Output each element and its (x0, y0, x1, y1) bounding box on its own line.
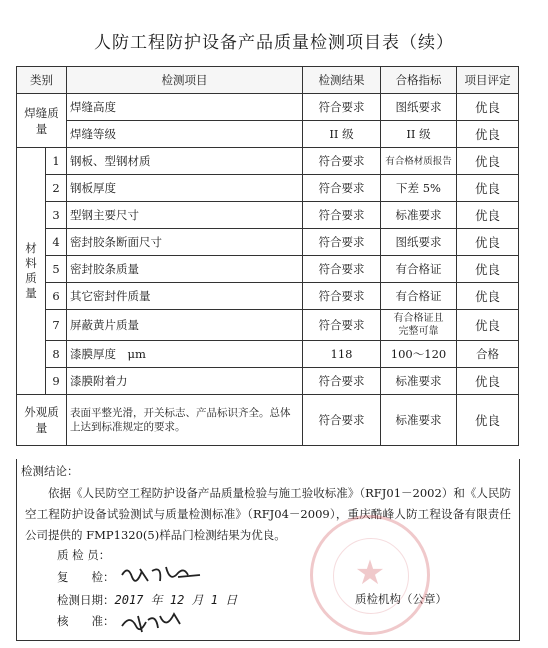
header-rating: 项目评定 (457, 67, 519, 94)
reviewer-label: 复 检： (57, 570, 115, 584)
category-char: 质 (25, 271, 37, 285)
result-cell: 符合要求 (303, 202, 381, 229)
category-char: 材 (25, 241, 37, 255)
date-value: 2017 年 12 月 1 日 (114, 593, 238, 607)
standard-cell: 标准要求 (381, 202, 457, 229)
result-cell: 符合要求 (303, 175, 381, 202)
table-row (17, 310, 519, 341)
result-cell: 符合要求 (303, 395, 381, 446)
result-cell: 118 (303, 341, 381, 368)
approver-signature (118, 610, 188, 636)
standard-cell: 下差 5% (381, 175, 457, 202)
table-row (17, 341, 519, 368)
item-cell: 漆膜厚度 μm (67, 341, 303, 368)
table-row (17, 256, 519, 283)
conclusion-label: 检测结论： (21, 464, 79, 478)
header-result: 检测结果 (303, 67, 381, 94)
rating-cell: 优良 (457, 310, 519, 341)
organization-label: 质检机构（公章） (355, 592, 447, 606)
standard-cell: 有合格材质报告 (381, 148, 457, 175)
item-cell: 漆膜附着力 (67, 368, 303, 395)
standard-cell: 图纸要求 (381, 229, 457, 256)
item-cell: 其它密封件质量 (67, 283, 303, 310)
table-row (17, 395, 519, 446)
table-row (17, 368, 519, 395)
result-cell: 符合要求 (303, 229, 381, 256)
conclusion-text: 依据《人民防空工程防护设备产品质量检验与施工验收标准》（RFJ01－2002）和《人民防空工程防护设备试验测试与质量检测标准》（RFJ04－2009），重庆酷峰人防工程设备有限责任公司提供的 FMP1320(5)样品门检测结果为优良。 (25, 486, 511, 542)
seal-star-icon: ★ (354, 553, 386, 593)
table-row (17, 202, 519, 229)
rating-cell: 合格 (457, 341, 519, 368)
rating-cell: 优良 (457, 148, 519, 175)
standard-cell: II 级 (381, 121, 457, 148)
rating-cell: 优良 (457, 256, 519, 283)
header-category: 类别 (17, 67, 67, 94)
row-number: 1 (46, 148, 67, 175)
rating-cell: 优良 (457, 395, 519, 446)
header-standard: 合格指标 (381, 67, 457, 94)
item-cell: 密封胶条质量 (67, 256, 303, 283)
table-row (17, 94, 519, 121)
date-row (57, 591, 237, 608)
row-number: 8 (46, 341, 67, 368)
row-number: 4 (46, 229, 67, 256)
table-row (17, 283, 519, 310)
rating-cell: 优良 (457, 368, 519, 395)
header-row (17, 67, 519, 94)
document-title: 人防工程防护设备产品质量检测项目表（续） (94, 33, 454, 53)
item-cell: 焊缝高度 (67, 94, 303, 121)
standard-cell: 有合格证 (381, 256, 457, 283)
standard-cell: 标准要求 (381, 395, 457, 446)
inspector-label: 质 检 员： (57, 548, 111, 562)
item-cell: 钢板、型钢材质 (67, 148, 303, 175)
standard-cell: 100～120 (381, 341, 457, 368)
rating-cell: 优良 (457, 175, 519, 202)
rating-cell: 优良 (457, 229, 519, 256)
conclusion-section (16, 459, 520, 641)
category-appearance: 外观质量 (17, 395, 67, 446)
rating-cell: 优良 (457, 121, 519, 148)
table-row (17, 229, 519, 256)
result-cell: 符合要求 (303, 310, 381, 341)
row-number: 9 (46, 368, 67, 395)
category-material (17, 148, 46, 395)
category-char: 量 (25, 286, 37, 300)
rating-cell: 优良 (457, 202, 519, 229)
standard-cell: 有合格证 (381, 283, 457, 310)
standard-cell: 有合格证且 完整可靠 (381, 310, 457, 341)
inspection-table (16, 66, 519, 446)
result-cell: II 级 (303, 121, 381, 148)
item-cell: 焊缝等级 (67, 121, 303, 148)
result-cell: 符合要求 (303, 94, 381, 121)
row-number: 2 (46, 175, 67, 202)
category-weld: 焊缝质量 (17, 94, 67, 148)
row-number: 3 (46, 202, 67, 229)
standard-cell: 标准要求 (381, 368, 457, 395)
reviewer-signature (118, 563, 208, 585)
row-number: 5 (46, 256, 67, 283)
table-row (17, 121, 519, 148)
approver-label: 核 准： (57, 614, 115, 628)
result-cell: 符合要求 (303, 368, 381, 395)
row-number: 7 (46, 310, 67, 341)
item-cell: 屏蔽黄片质量 (67, 310, 303, 341)
table-row (17, 175, 519, 202)
item-cell: 密封胶条断面尺寸 (67, 229, 303, 256)
date-label: 检测日期： (57, 593, 115, 607)
item-cell: 型钢主要尺寸 (67, 202, 303, 229)
result-cell: 符合要求 (303, 283, 381, 310)
row-number: 6 (46, 283, 67, 310)
table-row (17, 148, 519, 175)
category-char: 料 (25, 256, 37, 270)
rating-cell: 优良 (457, 283, 519, 310)
item-cell: 钢板厚度 (67, 175, 303, 202)
standard-cell: 图纸要求 (381, 94, 457, 121)
header-item: 检测项目 (67, 67, 303, 94)
item-cell: 表面平整光滑，开关标志、产品标识齐全。总体上达到标准规定的要求。 (67, 395, 303, 446)
rating-cell: 优良 (457, 94, 519, 121)
result-cell: 符合要求 (303, 148, 381, 175)
result-cell: 符合要求 (303, 256, 381, 283)
